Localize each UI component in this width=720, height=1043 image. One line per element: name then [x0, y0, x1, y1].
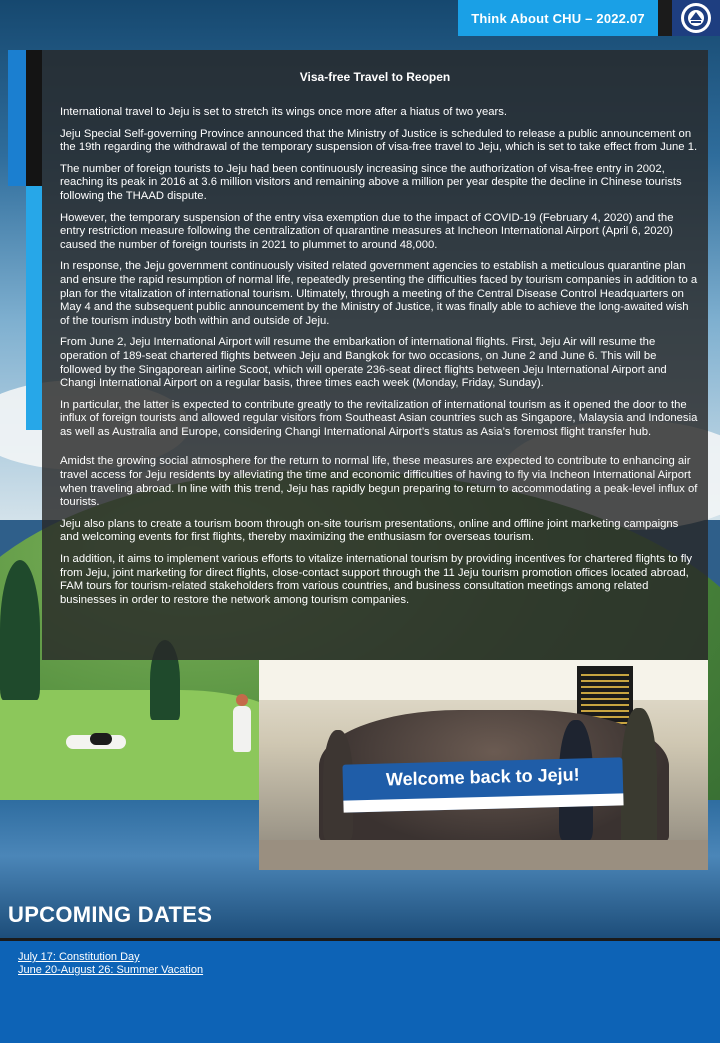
upcoming-date-link[interactable]: June 20-August 26: Summer Vacation [18, 964, 204, 976]
newsletter-title: Think About CHU – 2022.07 [471, 10, 645, 26]
article-paragraph: The number of foreign tourists to Jeju had been continuously increasing since the authorization of visa-free entry in 2002, reaching its peak in 2016 at 3.6 million visitors and remaining above a million per year despite the decline in Chinese tourists following the THAAD dispute. [60, 162, 682, 202]
welcome-banner [342, 757, 623, 812]
header-divider [658, 0, 672, 36]
accent-bar-blue [8, 50, 26, 186]
article-paragraph: In particular, the latter is expected to contribute greatly to the revitalization of international tourism as it opened the door to the influx of foreign tourists and allowed regular visitors from Southeast Asian countries such as Singapore, Malaysia and Indonesia as well as Australia and Europe, considering Changi International Airport’s status as Asia’s foremost flight transfer hub. [60, 398, 698, 438]
upcoming-date-link[interactable]: July 17: Constitution Day [18, 951, 140, 963]
article-paragraph: Jeju also plans to create a tourism boom through on-site tourism presentations, online and offline joint marketing campaigns and welcoming events for first flights, thereby maximizing the enthusiasm for overseas tourism. [60, 517, 679, 544]
photo-floor [259, 840, 708, 870]
article-paragraph: In addition, it aims to implement various efforts to vitalize international tourism by providing incentives for chartered flights to fly from Jeju, joint marketing for direct flights, close-contact support through the 11 Jeju tourism promotion offices located abroad, FAM tours for tourism-related stakeholders from various countries, and business consultation meetings among related businesses in order to restore the network among tourism companies. [60, 553, 693, 606]
person-illustration-head [236, 694, 248, 706]
upcoming-dates-list [18, 951, 203, 977]
article-title: Visa-free Travel to Reopen [299, 70, 451, 84]
newsletter-header [458, 0, 658, 36]
background-tree [0, 560, 40, 700]
upcoming-dates-title: UPCOMING DATES [8, 902, 213, 927]
person-illustration [233, 706, 251, 752]
accent-bar-dark [26, 50, 42, 186]
dog-illustration-patch [90, 733, 112, 745]
photo-ceiling [259, 660, 708, 700]
airport-welcome-photo [259, 660, 708, 870]
article-paragraph: Amidst the growing social atmosphere for the return to normal life, these measures are expected to contribute to enhancing air travel access for Jeju residents by alleviating the time and economic difficulties of having to fly via Incheon International Airport when traveling abroad. In line with this trend, Jeju has rapidly begun preparing to return to accommodating a peak-level influx of tourists. [60, 455, 698, 509]
article-paragraph: International travel to Jeju is set to stretch its wings once more after a hiatus of two years. [60, 106, 508, 118]
university-emblem-icon [672, 0, 720, 36]
article-body [60, 106, 698, 615]
photo-person [621, 708, 657, 858]
article-paragraph: From June 2, Jeju International Airport will resume the embarkation of international flights. First, Jeju Air will resume the operation of 189-seat chartered flights between Jeju and Bangkok for two occasions, on June 2 and June 6. This will be followed by the Singaporean airline Scoot, which will operate 236-seat direct flights between Jeju International Airport and Changi International Airport on a regular basis, three times each week (Monday, Friday, Sunday). [60, 336, 667, 390]
accent-bar-cyan [26, 186, 42, 430]
article-paragraph: Jeju Special Self-governing Province announced that the Ministry of Justice is scheduled to release a public announcement on the 19th regarding the withdrawal of the temporary suspension of visa-free travel to Jeju, which is set to take effect from June 1. [60, 127, 698, 154]
article-paragraph: In response, the Jeju government continuously visited related government agencies to establish a meticulous quarantine plan and ensure the rapid resumption of normal life, repeatedly presenting the difficulties faced by tourism companies in addition to a plan for the vitalization of international tourism. Ultimately, through a meeting of the Central Disease Control Headquarters on May 4 and the subsequent public announcement by the Ministry of Justice, it was finally able to achieve the long-awaited wish of the tourism industry both within and outside of Jeju. [60, 260, 698, 327]
welcome-banner-text: Welcome back to Jeju! [385, 764, 580, 790]
article-paragraph: However, the temporary suspension of the entry visa exemption due to the impact of COVID-19 (February 4, 2020) and the entry restriction measure following the centralization of quarantine measures at Incheon International Airport (April 6, 2020) caused the number of foreign tourists in 2021 to plummet to around 48,000. [60, 211, 674, 251]
